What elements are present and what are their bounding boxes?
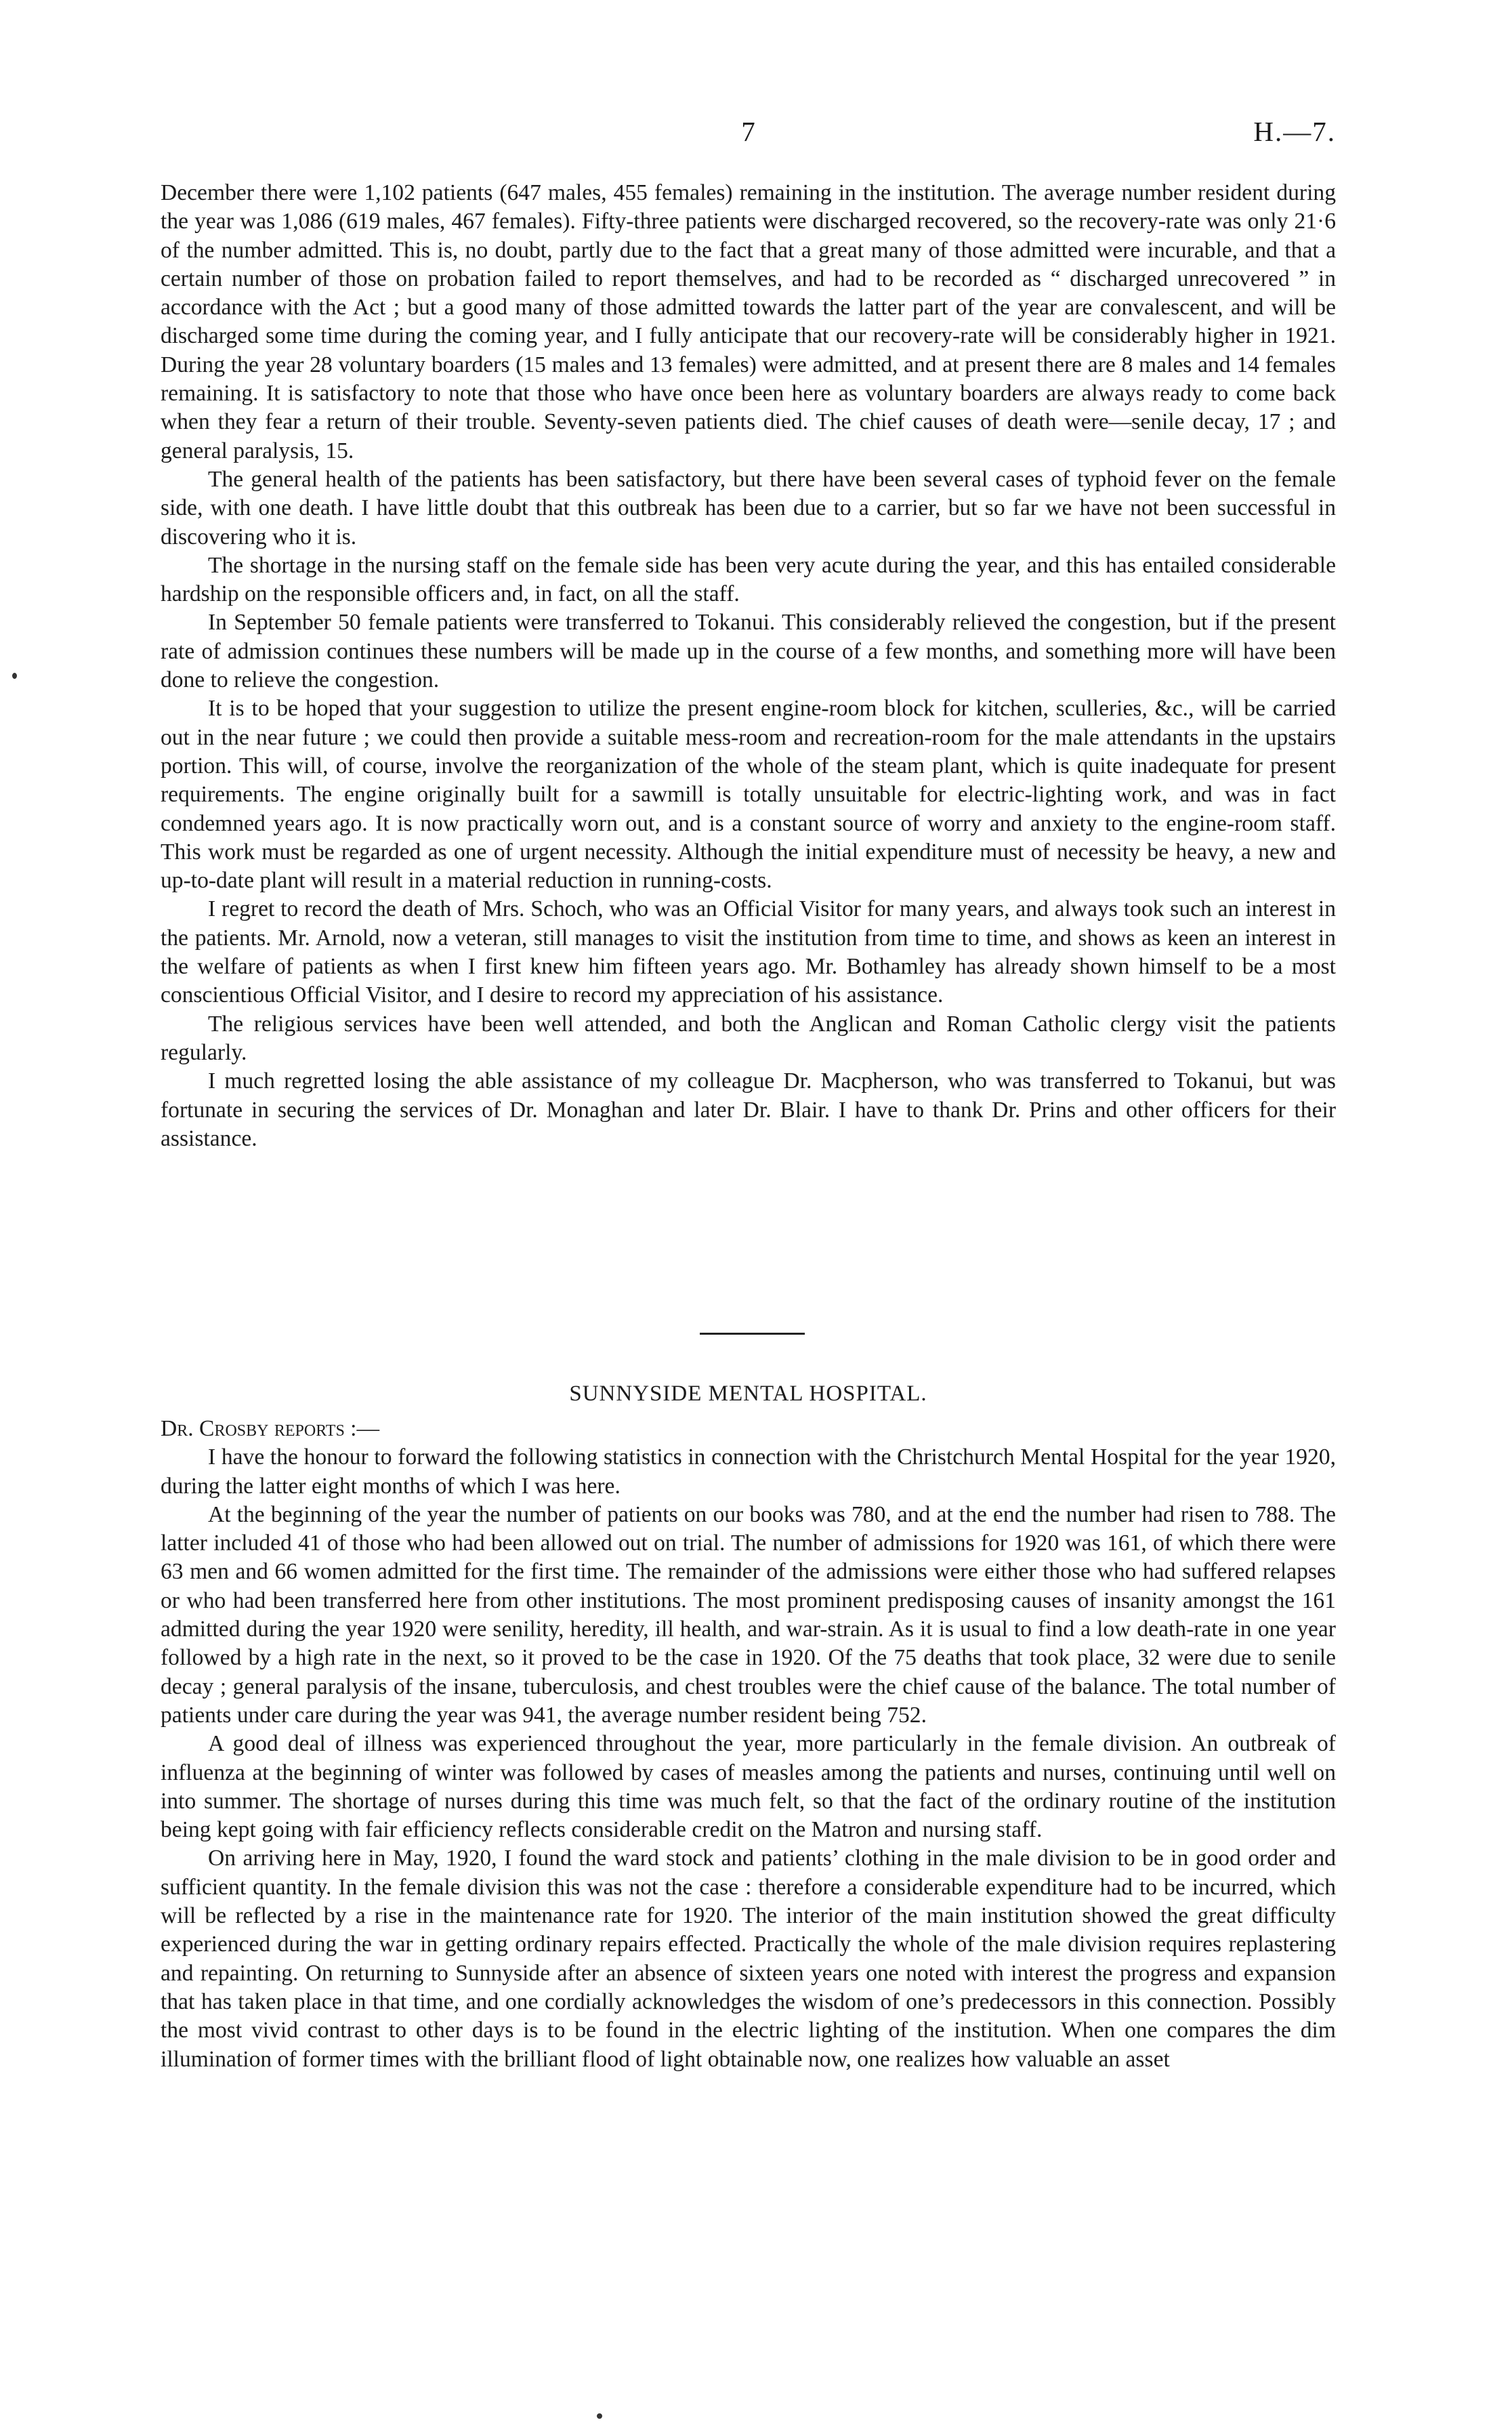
page-number: 7	[741, 116, 755, 147]
paragraph: The religious services have been well attended, and both the Anglican and Roman Catholic clergy visit the patients regularly.	[161, 1011, 1336, 1065]
sunnyside-report	[161, 1415, 1336, 2074]
section-title: SUNNYSIDE MENTAL HOSPITAL.	[569, 1381, 927, 1406]
page-header	[161, 111, 1336, 152]
paragraph: On arriving here in May, 1920, I found the ward stock and patients’ clothing in the male division to be in good order and sufficient quantity. In the female division this was not the case : therefore a considerable expenditure had to be incurred, which will be reflected by a rise in the maintenance rate for 1920. The interior of the main institution showed the great difficulty experienced during the war in getting ordinary repairs effected. Practically the whole of the male division requires replastering and repainting. On returning to Sunnyside after an absence of sixteen years one noted with interest the progress and expansion that has taken place in that time, and one cordially acknowledges the wisdom of one’s predecessors in this connection. Possibly the most vivid contrast to other days is to be found in the electric lighting of the institution. When one compares the dim illumination of former times with the brilliant flood of light obtainable now, one realizes how valuable an asset	[161, 1846, 1336, 2072]
paragraph: It is to be hoped that your suggestion to utilize the present engine-room block for kitchen, sculleries, &c., will be carried out in the near future ; we could then provide a suitable mess-room and recreation-room for the male attendants in the upstairs portion. This will, of course, involve the reorganization of the whole of the steam plant, which is quite inadequate for present requirements. The engine originally built for a sawmill is totally unsuitable for electric-lighting work, and was in fact condemned years ago. It is now practically worn out, and is a constant source of worry and anxiety to the engine-room staff. This work must be regarded as one of urgent necessity. Although the initial expenditure must of necessity be heavy, a new and up-to-date plant will result in a material reduction in running-costs.	[161, 696, 1336, 894]
report-continued	[161, 179, 1336, 1153]
paragraph: The general health of the patients has been satisfactory, but there have been several cases of typhoid fever on the female side, with one death. I have little doubt that this outbreak has been due to a carrier, but so far we have not been successful in discovering who it is.	[161, 466, 1336, 549]
document-reference: H.—7.	[1253, 116, 1336, 147]
scan-speck	[12, 673, 17, 679]
paragraph: A good deal of illness was experienced throughout the year, more particularly in the female division. An outbreak of influenza at the beginning of winter was followed by cases of measles among the patients and nurses, continuing until well on into summer. The shortage of nurses during this time was much felt, so that the fact of the ordinary routine of the institution being kept going with fair efficiency reflects considerable credit on the Matron and nursing staff.	[161, 1731, 1336, 1843]
section-divider	[700, 1333, 805, 1335]
reporter-line: Dr. Crosby reports :—	[161, 1416, 380, 1441]
paragraph: At the beginning of the year the number of patients on our books was 780, and at the end the number had risen to 788. The latter included 41 of those who had been allowed out on trial. The number of admissions for 1920 was 161, of which there were 63 men and 66 women admitted for the first time. The remainder of the admissions were either those who had suffered relapses or who had been transferred here from other institutions. The most prominent predisposing causes of insanity amongst the 161 admitted during the year 1920 were senility, heredity, ill health, and war-strain. As it is usual to find a low death-rate in one year followed by a high rate in the next, so it proved to be the case in 1920. Of the 75 deaths that took place, 32 were due to senile decay ; general paralysis of the insane, tuberculosis, and chest troubles were the chief cause of the balance. The total number of patients under care during the year was 941, the average number resident being 752.	[161, 1501, 1336, 1728]
scan-speck	[597, 2413, 602, 2419]
paragraph: The shortage in the nursing staff on the female side has been very acute during the year, and this has entailed considerable hardship on the responsible officers and, in fact, on all the staff.	[161, 552, 1336, 607]
paragraph: I much regretted losing the able assistance of my colleague Dr. Macpherson, who was transferred to Tokanui, but was fortunate in securing the services of Dr. Monaghan and later Dr. Blair. I have to thank Dr. Prins and other officers for their assistance.	[161, 1068, 1336, 1151]
paragraph: I regret to record the death of Mrs. Schoch, who was an Official Visitor for many years, and always took such an interest in the patients. Mr. Arnold, now a veteran, still manages to visit the institution from time to time, and shows as keen an interest in the welfare of patients as when I first knew him fifteen years ago. Mr. Bothamley has already shown himself to be a most conscientious Official Visitor, and I desire to record my appreciation of his assistance.	[161, 896, 1336, 1008]
paragraph: December there were 1,102 patients (647 males, 455 females) remaining in the institution. The average number resident during the year was 1,086 (619 males, 467 females). Fifty-three patients were discharged recovered, so the recovery-rate was only 21·6 of the number admitted. This is, no doubt, partly due to the fact that a great many of those admitted were incurable, and that a certain number of those on probation failed to report themselves, and had to be recorded as “ discharged unrecovered ” in accordance with the Act ; but a good many of those admitted towards the latter part of the year are convalescent, and will be discharged some time during the coming year, and I fully anticipate that our recovery-rate will be considerably higher in 1921. During the year 28 voluntary boarders (15 males and 13 females) were admitted, and at present there are 8 males and 14 females remaining. It is satisfactory to note that those who have once been here as voluntary boarders are always ready to come back when they fear a return of their trouble. Seventy-seven patients died. The chief causes of death were—senile decay, 17 ; and general paralysis, 15.	[161, 180, 1336, 463]
paragraph: I have the honour to forward the following statistics in connection with the Christchurch Mental Hospital for the year 1920, during the latter eight months of which I was here.	[161, 1444, 1336, 1499]
paragraph: In September 50 female patients were transferred to Tokanui. This considerably relieved the congestion, but if the present rate of admission continues these numbers will be made up in the course of a few months, and something more will have been done to relieve the congestion.	[161, 610, 1336, 693]
